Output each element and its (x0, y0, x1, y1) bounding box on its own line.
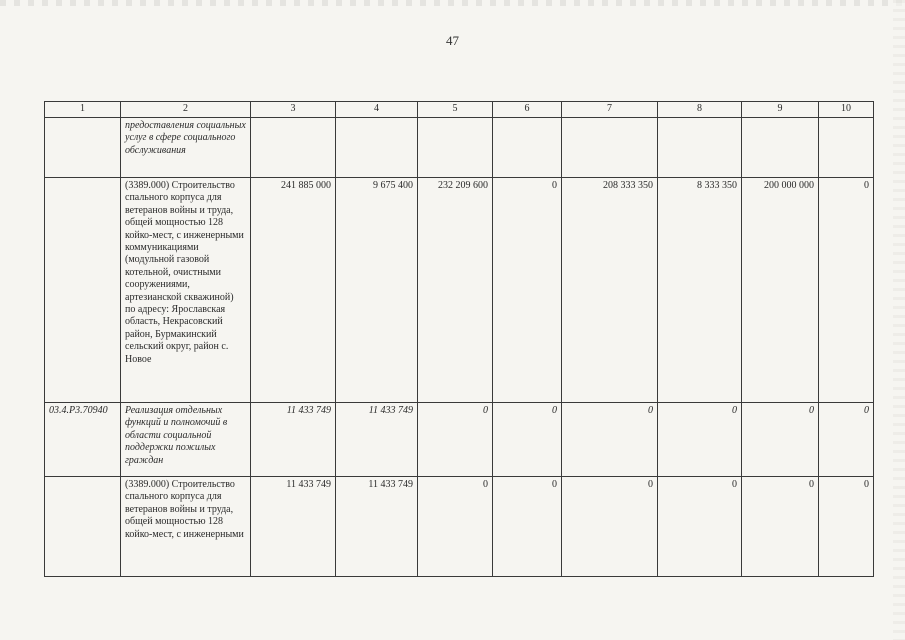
table-row (45, 178, 874, 403)
cell-col10: 0 (819, 178, 874, 403)
cell-col3 (251, 118, 336, 178)
cell-col9: 0 (742, 477, 819, 577)
column-header-5: 5 (418, 102, 493, 118)
cell-col4 (336, 118, 418, 178)
row-code: 03.4.P3.70940 (45, 403, 121, 477)
column-header-2: 2 (121, 102, 251, 118)
table-header-row (45, 102, 874, 118)
cell-col9 (742, 118, 819, 178)
table-row (45, 403, 874, 477)
column-header-8: 8 (658, 102, 742, 118)
row-description: предоставления социальных услуг в сфере социального обслуживания (121, 118, 251, 178)
cell-col9: 200 000 000 (742, 178, 819, 403)
cell-col6: 0 (493, 403, 562, 477)
cell-col6: 0 (493, 477, 562, 577)
column-header-1: 1 (45, 102, 121, 118)
cell-col5: 0 (418, 403, 493, 477)
cell-col8: 0 (658, 403, 742, 477)
column-header-4: 4 (336, 102, 418, 118)
page-number: 47 (446, 33, 459, 48)
cell-col8 (658, 118, 742, 178)
cell-col5: 0 (418, 477, 493, 577)
table-row (45, 477, 874, 577)
cell-col8: 0 (658, 477, 742, 577)
cell-col4: 11 433 749 (336, 403, 418, 477)
cell-col7: 208 333 350 (562, 178, 658, 403)
column-header-7: 7 (562, 102, 658, 118)
cell-col9: 0 (742, 403, 819, 477)
cell-col10 (819, 118, 874, 178)
scan-right-edge (893, 0, 905, 640)
row-description: Реализация отдельных функций и полномочий в области социальной поддержки пожилых граждан (121, 403, 251, 477)
cell-col4: 9 675 400 (336, 178, 418, 403)
cell-col6: 0 (493, 178, 562, 403)
cell-col7: 0 (562, 403, 658, 477)
cell-col7 (562, 118, 658, 178)
row-description: (3389.000) Строительство спального корпуса для ветеранов войны и труда, общей мощностью 128 койко-мест, с инженерными (121, 477, 251, 577)
column-header-3: 3 (251, 102, 336, 118)
scan-top-edge (0, 0, 905, 6)
cell-col7: 0 (562, 477, 658, 577)
cell-col3: 11 433 749 (251, 477, 336, 577)
cell-col8: 8 333 350 (658, 178, 742, 403)
cell-col3: 11 433 749 (251, 403, 336, 477)
cell-col10: 0 (819, 477, 874, 577)
row-code (45, 118, 121, 178)
table-row (45, 118, 874, 178)
row-description: (3389.000) Строительство спального корпуса для ветеранов войны и труда, общей мощностью 128 койко-мест, с инженерными коммуникациями (модульной газовой котельной, очистными сооружениями, артезианской скважиной) по адресу: Ярославская область, Некрасовский район, Бурмакинский сельский округ, район с. Новое (121, 178, 251, 403)
cell-col5: 232 209 600 (418, 178, 493, 403)
cell-col4: 11 433 749 (336, 477, 418, 577)
cell-col6 (493, 118, 562, 178)
row-code (45, 477, 121, 577)
cell-col10: 0 (819, 403, 874, 477)
budget-table (44, 101, 874, 577)
cell-col5 (418, 118, 493, 178)
column-header-9: 9 (742, 102, 819, 118)
column-header-10: 10 (819, 102, 874, 118)
cell-col3: 241 885 000 (251, 178, 336, 403)
column-header-6: 6 (493, 102, 562, 118)
row-code (45, 178, 121, 403)
